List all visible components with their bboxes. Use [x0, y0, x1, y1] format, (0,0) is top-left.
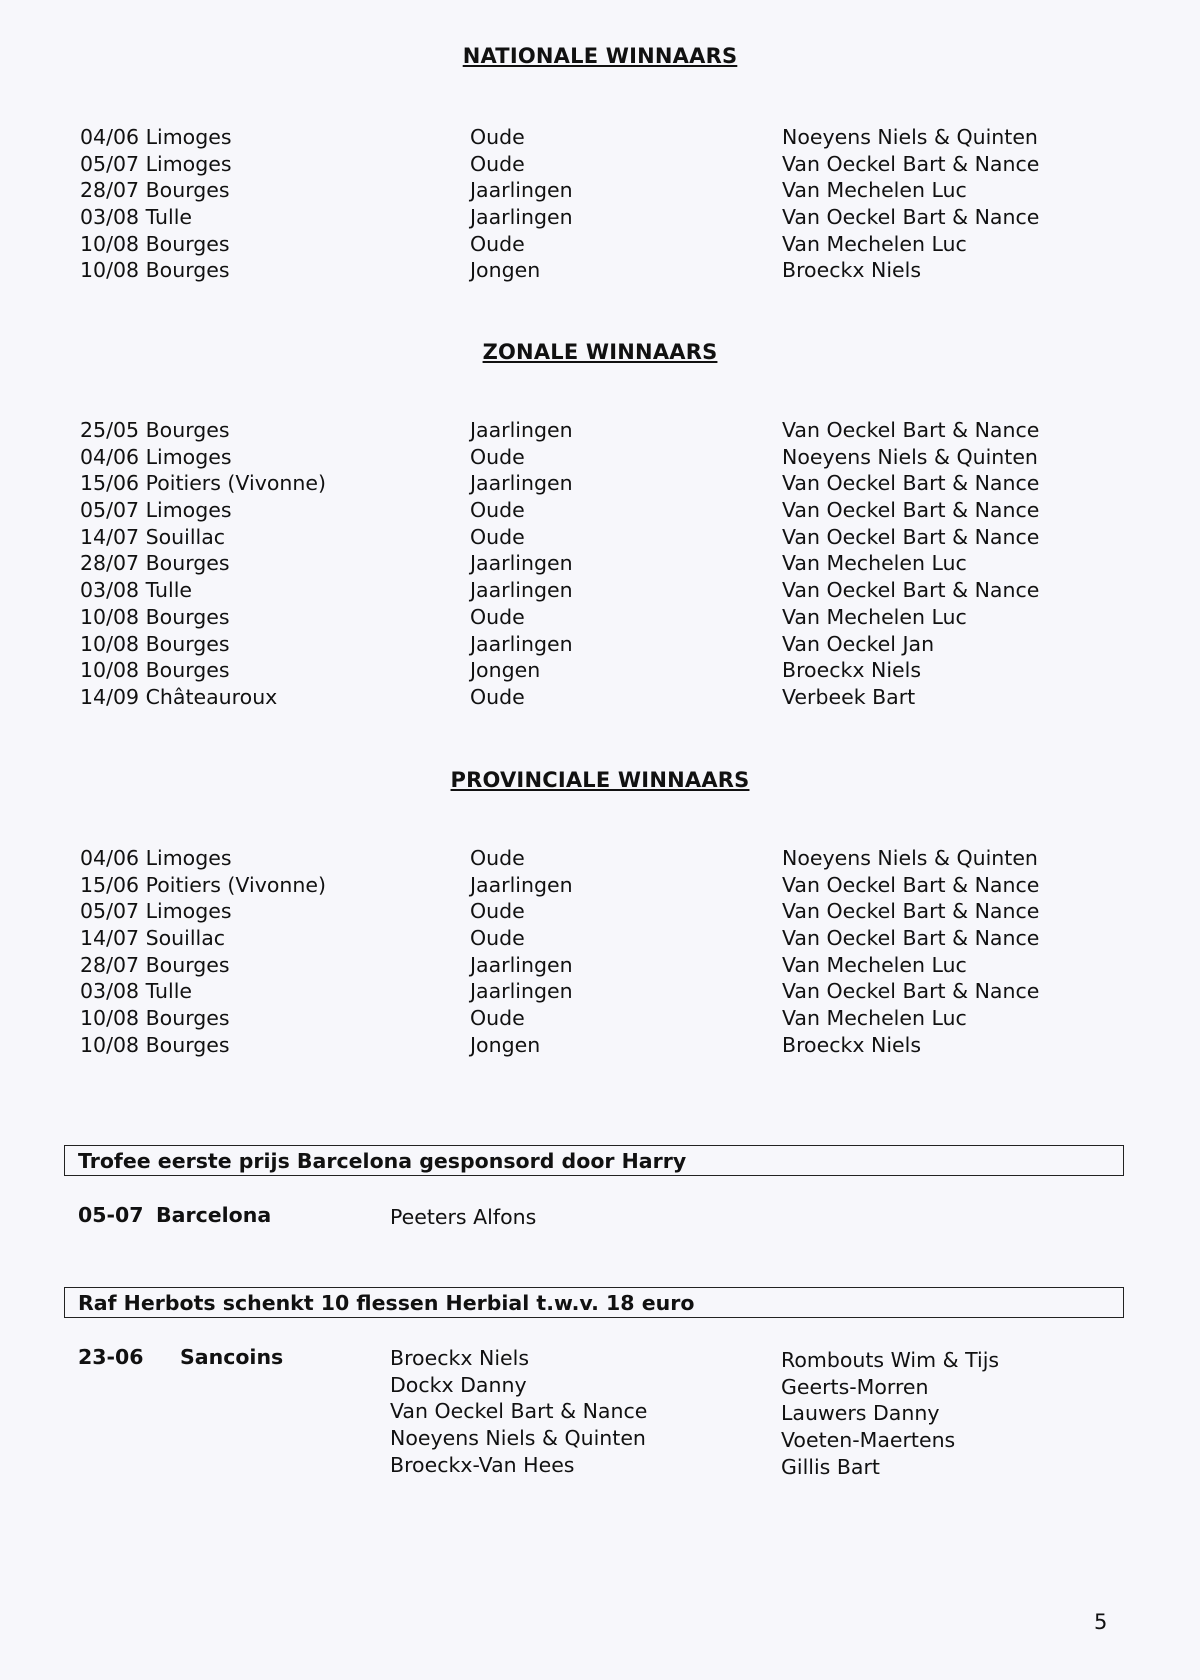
zonale-title: ZONALE WINNAARS: [482, 340, 718, 364]
row-date: 10/08 Bourges: [80, 658, 230, 683]
row-category: Jaarlingen: [470, 551, 573, 576]
row-date: 05/07 Limoges: [80, 899, 232, 924]
row-date: 10/08 Bourges: [80, 631, 230, 656]
row-winner: Van Mechelen Luc: [782, 231, 967, 256]
provinciale-table: [80, 845, 1120, 1059]
row-date: 14/07 Souillac: [80, 926, 226, 951]
list-item: Gillis Bart: [781, 1454, 880, 1479]
row-winner: Van Oeckel Bart & Nance: [782, 418, 1040, 442]
list-item: Van Oeckel Bart & Nance: [390, 1399, 648, 1424]
list-item: Broeckx-Van Hees: [390, 1452, 575, 1477]
row-category: Oude: [470, 125, 525, 149]
row-date: 14/09 Châteauroux: [80, 684, 278, 709]
table-row: [80, 845, 1120, 872]
row-category: Oude: [470, 151, 525, 176]
row-category: Jaarlingen: [470, 952, 573, 977]
list-item: Geerts-Morren: [781, 1374, 929, 1399]
row-category: Jaarlingen: [470, 872, 573, 897]
row-category: Jongen: [470, 1032, 541, 1057]
row-category: Oude: [470, 926, 525, 951]
row-category: Jaarlingen: [470, 578, 573, 603]
table-row: [80, 124, 1120, 151]
row-category: Oude: [470, 684, 525, 709]
row-category: Oude: [470, 846, 525, 870]
row-category: Jaarlingen: [470, 631, 573, 656]
row-category: Jaarlingen: [470, 471, 573, 496]
table-row: [80, 577, 1120, 604]
row-date: 15/06 Poitiers (Vivonne): [80, 471, 326, 496]
table-row: [80, 444, 1120, 471]
row-winner: Verbeek Bart: [782, 684, 916, 709]
row-category: Oude: [470, 1006, 525, 1031]
row-category: Oude: [470, 604, 525, 629]
row-date: 03/08 Tulle: [80, 578, 192, 603]
table-row: [80, 631, 1120, 658]
row-category: Jaarlingen: [470, 979, 573, 1004]
table-row: [80, 898, 1120, 925]
row-winner: Van Oeckel Bart & Nance: [782, 498, 1040, 523]
row-date: 25/05 Bourges: [80, 418, 230, 442]
trofee-place: Barcelona: [156, 1203, 272, 1227]
row-winner: Van Oeckel Bart & Nance: [782, 872, 1040, 897]
table-row: [80, 978, 1120, 1005]
trofee-box-title: Trofee eerste prijs Barcelona gesponsord door Harry: [64, 1145, 1124, 1176]
row-date: 05/07 Limoges: [80, 151, 232, 176]
herbots-place: Sancoins: [180, 1345, 284, 1369]
trofee-date: 05-07: [78, 1203, 144, 1227]
row-winner: Van Oeckel Bart & Nance: [782, 471, 1040, 496]
row-date: 10/08 Bourges: [80, 1032, 230, 1057]
row-winner: Van Oeckel Bart & Nance: [782, 524, 1040, 549]
list-item: Noeyens Niels & Quinten: [390, 1426, 646, 1451]
table-row: [80, 872, 1120, 899]
row-date: 10/08 Bourges: [80, 258, 230, 283]
row-date: 28/07 Bourges: [80, 551, 230, 576]
table-row: [80, 231, 1120, 258]
row-winner: Van Oeckel Bart & Nance: [782, 205, 1040, 230]
table-row: [80, 550, 1120, 577]
row-category: Oude: [470, 231, 525, 256]
list-item: Broeckx Niels: [390, 1346, 530, 1370]
row-winner: Van Mechelen Luc: [782, 604, 967, 629]
table-row: [80, 497, 1120, 524]
row-winner: Broeckx Niels: [782, 1032, 922, 1057]
row-category: Jongen: [470, 258, 541, 283]
row-date: 03/08 Tulle: [80, 205, 192, 230]
row-category: Oude: [470, 524, 525, 549]
herbots-date: 23-06: [78, 1345, 144, 1369]
list-item: Rombouts Wim & Tijs: [781, 1348, 1000, 1372]
row-category: Jaarlingen: [470, 178, 573, 203]
row-date: 14/07 Souillac: [80, 524, 226, 549]
table-row: [80, 470, 1120, 497]
row-date: 04/06 Limoges: [80, 125, 232, 149]
table-row: [80, 952, 1120, 979]
row-winner: Van Oeckel Jan: [782, 631, 935, 656]
table-row: [80, 151, 1120, 178]
row-category: Jaarlingen: [470, 205, 573, 230]
row-winner: Van Oeckel Bart & Nance: [782, 979, 1040, 1004]
row-date: 10/08 Bourges: [80, 1006, 230, 1031]
row-date: 10/08 Bourges: [80, 604, 230, 629]
herbots-list-1: [390, 1345, 647, 1479]
row-winner: Van Oeckel Bart & Nance: [782, 926, 1040, 951]
row-winner: Van Mechelen Luc: [782, 551, 967, 576]
table-row: [80, 925, 1120, 952]
table-row: [80, 657, 1120, 684]
row-winner: Broeckx Niels: [782, 658, 922, 683]
table-row: [80, 604, 1120, 631]
row-category: Oude: [470, 444, 525, 469]
row-date: 10/08 Bourges: [80, 231, 230, 256]
list-item: Lauwers Danny: [781, 1401, 940, 1426]
table-row: [80, 1032, 1120, 1059]
table-row: [80, 204, 1120, 231]
row-category: Jongen: [470, 658, 541, 683]
table-row: [80, 417, 1120, 444]
table-row: [80, 524, 1120, 551]
provinciale-title: PROVINCIALE WINNAARS: [450, 768, 750, 792]
row-date: 28/07 Bourges: [80, 952, 230, 977]
row-winner: Noeyens Niels & Quinten: [782, 846, 1038, 870]
row-category: Oude: [470, 899, 525, 924]
row-winner: Van Oeckel Bart & Nance: [782, 578, 1040, 603]
row-category: Oude: [470, 498, 525, 523]
zonale-table: [80, 417, 1120, 711]
nationale-title: NATIONALE WINNAARS: [462, 44, 738, 68]
row-winner: Van Mechelen Luc: [782, 178, 967, 203]
row-winner: Van Oeckel Bart & Nance: [782, 899, 1040, 924]
row-date: 04/06 Limoges: [80, 846, 232, 870]
row-winner: Van Mechelen Luc: [782, 1006, 967, 1031]
row-date: 04/06 Limoges: [80, 444, 232, 469]
trofee-winner: Peeters Alfons: [390, 1205, 537, 1229]
table-row: [80, 177, 1120, 204]
herbots-list-2: [781, 1347, 999, 1481]
row-winner: Noeyens Niels & Quinten: [782, 125, 1038, 149]
row-category: Jaarlingen: [470, 418, 573, 442]
list-item: Dockx Danny: [390, 1372, 527, 1397]
row-date: 03/08 Tulle: [80, 979, 192, 1004]
row-date: 28/07 Bourges: [80, 178, 230, 203]
table-row: [80, 684, 1120, 711]
row-winner: Van Oeckel Bart & Nance: [782, 151, 1040, 176]
table-row: [80, 257, 1120, 284]
herbots-box-title: Raf Herbots schenkt 10 flessen Herbial t.w.v. 18 euro: [64, 1287, 1124, 1318]
nationale-table: [80, 124, 1120, 284]
row-date: 15/06 Poitiers (Vivonne): [80, 872, 326, 897]
row-winner: Van Mechelen Luc: [782, 952, 967, 977]
page-number: 5: [1094, 1610, 1108, 1634]
list-item: Voeten-Maertens: [781, 1428, 956, 1453]
table-row: [80, 1005, 1120, 1032]
row-date: 05/07 Limoges: [80, 498, 232, 523]
row-winner: Noeyens Niels & Quinten: [782, 444, 1038, 469]
row-winner: Broeckx Niels: [782, 258, 922, 283]
